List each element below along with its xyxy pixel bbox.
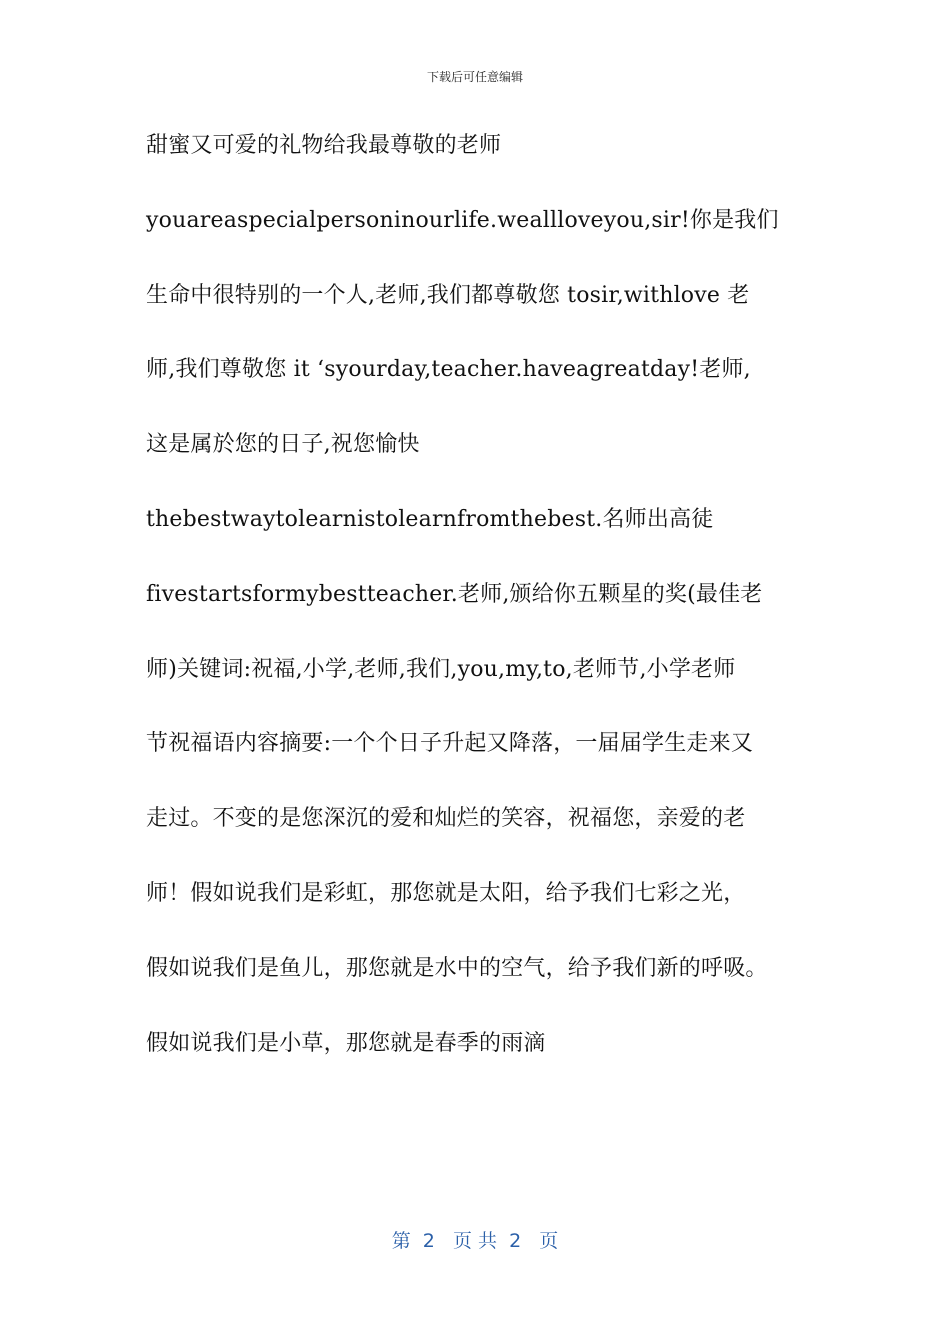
- text-line: 假如说我们是鱼儿，那您就是水中的空气，给予我们新的呼吸。: [146, 955, 768, 981]
- text-line: 假如说我们是小草，那您就是春季的雨滴: [146, 1030, 546, 1056]
- text-line: 节祝福语内容摘要:一个个日子升起又降落，一届届学生走来又: [146, 731, 754, 757]
- text-line: youareaspecialpersoninourlife.weallloveyou,sir!你是我们: [146, 207, 779, 233]
- text-line: 师)关键词:祝福,小学,老师,我们,you,my,to,老师节,小学老师: [146, 656, 736, 682]
- header-note: 下载后可任意编辑: [426, 70, 523, 84]
- body-text: [146, 126, 826, 1098]
- text-line: 这是属於您的日子,祝您愉快: [146, 432, 420, 458]
- text-line: fivestartsformybestteacher.老师,颁给你五颗星的奖(最佳老: [146, 581, 763, 607]
- text-line: 走过。不变的是您深沉的爱和灿烂的笑容，祝福您，亲爱的老: [146, 806, 746, 832]
- text-line: 甜蜜又可爱的礼物给我最尊敬的老师: [146, 133, 502, 158]
- page-number-footer: 第 2 页 共 2 页: [391, 1230, 559, 1252]
- text-line: 师,我们尊敬您 it ‘syourday,teacher.haveagreatday!老师,: [146, 357, 751, 383]
- text-line: 生命中很特别的一个人,老师,我们都尊敬您 tosir,withlove 老: [146, 282, 750, 308]
- text-line: thebestwaytolearnistolearnfromthebest.名师出高徒: [146, 506, 714, 532]
- text-line: 师！假如说我们是彩虹，那您就是太阳，给予我们七彩之光，: [146, 880, 746, 906]
